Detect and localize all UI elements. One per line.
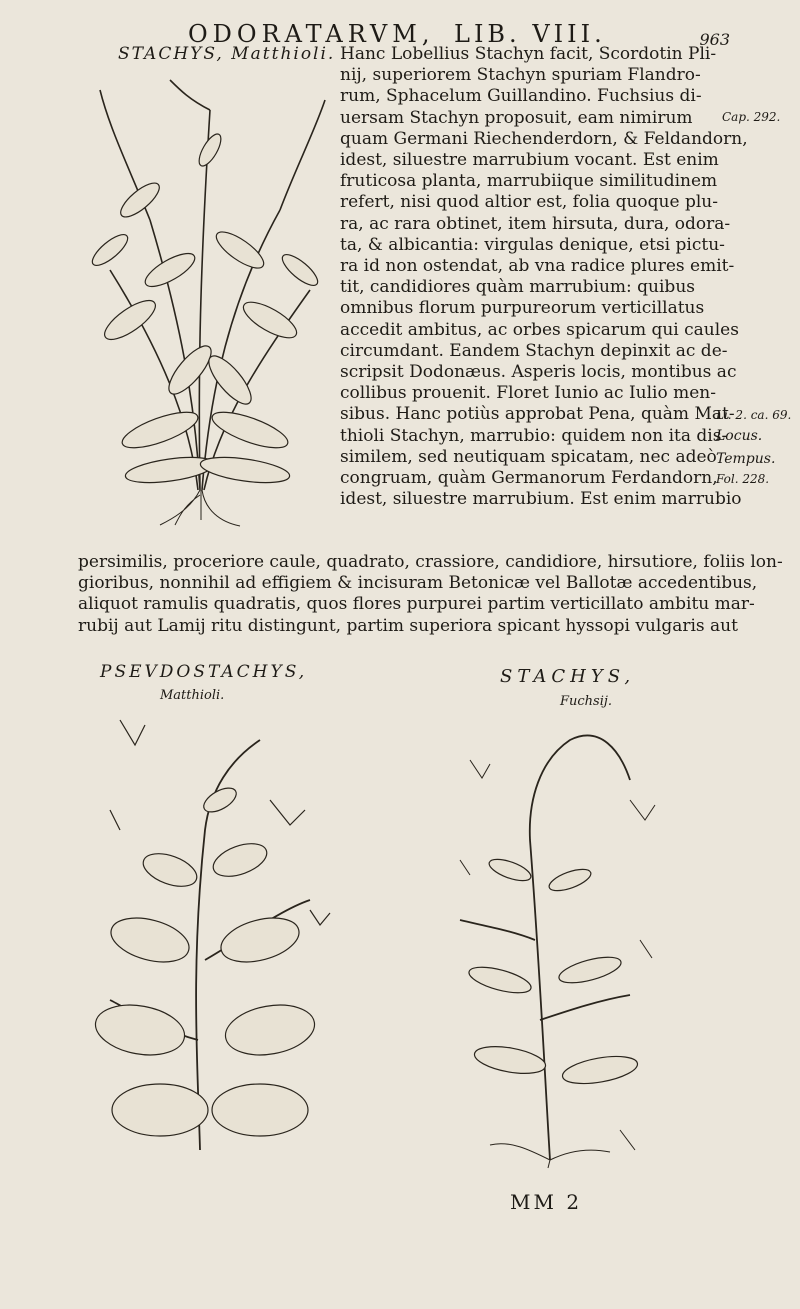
text-line: aliquot ramulis quadratis, quos flores purpurei partim verticillato ambitu mar- <box>78 594 755 615</box>
text-line: ra id non ostendat, ab vna radice plures emit- <box>340 256 735 277</box>
text-line: uersam Stachyn proposuit, eam nimirum <box>340 107 693 128</box>
woodcut-stachys-fuchsii <box>440 720 680 1170</box>
text-line: rum, Sphacelum Guillandino. Fuchsius di- <box>340 86 702 107</box>
text-line: omnibus florum purpureorum verticillatus <box>340 298 705 319</box>
header-book-number: LIB. VIII. <box>454 20 606 48</box>
text-line: sibus. Hanc potiùs approbat Pena, quàm Mat- <box>340 404 735 425</box>
margin-note-tempus: Tempus. <box>716 451 776 467</box>
caption-stachys-matthioli: STACHYS, Matthioli. <box>118 44 336 64</box>
text-line: quam Germani Riechenderdorn, & Feldandorn, <box>340 128 748 149</box>
margin-note-locus: Locus. <box>716 428 763 444</box>
margin-note-reference: Li. 2. ca. 69. <box>716 408 792 422</box>
text-line: ta, & albicantia: virgulas denique, etsi pictu- <box>340 234 725 255</box>
caption-pseudostachys: PSEVDOSTACHYS, <box>100 662 308 682</box>
caption-pseudostachys-author: Matthioli. <box>160 688 225 703</box>
text-line: gioribus, nonnihil ad effigiem & incisuram Betonicæ vel Ballotæ accedentibus, <box>78 573 758 594</box>
text-line: similem, sed neutiquam spicatam, nec adeò <box>340 446 717 467</box>
page-number: 963 <box>699 30 730 49</box>
text-line: Hanc Lobellius Stachyn facit, Scordotin Pli- <box>340 44 717 64</box>
margin-note-folio: Fol. 228. <box>716 472 770 486</box>
text-line: fruticosa planta, marrubiique similitudinem <box>340 171 718 192</box>
text-line: congruam, quàm Germanorum Ferdandorn, <box>340 468 718 489</box>
text-line: tit, candidiores quàm marrubium: quibus <box>340 277 695 298</box>
text-line: idest, siluestre marrubium. Est enim marrubio <box>340 489 742 510</box>
full-width-text <box>78 552 783 637</box>
woodcut-stachys-matthioli <box>70 70 340 530</box>
text-line: refert, nisi quod altior est, folia quoque plu- <box>340 192 718 213</box>
caption-stachys-fuchsii-author: Fuchsij. <box>560 694 613 709</box>
woodcut-pseudostachys <box>80 710 350 1160</box>
margin-note-chapter: Cap. 292. <box>722 110 781 124</box>
signature-mark: MM 2 <box>510 1190 583 1214</box>
text-line: collibus prouenit. Floret Iunio ac Iulio men- <box>340 383 716 404</box>
text-line: thioli Stachyn, marrubio: quidem non ita dis- <box>340 425 728 446</box>
text-line: scripsit Dodonæus. Asperis locis, montibus ac <box>340 362 737 383</box>
text-line: nij, superiorem Stachyn spuriam Flandro- <box>340 65 701 86</box>
text-line: idest, siluestre marrubium vocant. Est enim <box>340 150 719 171</box>
header-title: ODORATARVM, <box>188 20 435 48</box>
text-line: circumdant. Eandem Stachyn depinxit ac de- <box>340 340 728 361</box>
text-line: ra, ac rara obtinet, item hirsuta, dura, odora- <box>340 213 731 234</box>
caption-stachys-fuchsii: STACHYS, <box>500 666 636 687</box>
text-line: accedit ambitus, ac orbes spicarum qui caules <box>340 319 739 340</box>
text-line: persimilis, proceriore caule, quadrato, crassiore, candidiore, hirsutiore, foliis lon- <box>78 552 783 572</box>
text-line: rubij aut Lamij ritu distingunt, partim superiora spicant hyssopi vulgaris aut <box>78 615 738 636</box>
